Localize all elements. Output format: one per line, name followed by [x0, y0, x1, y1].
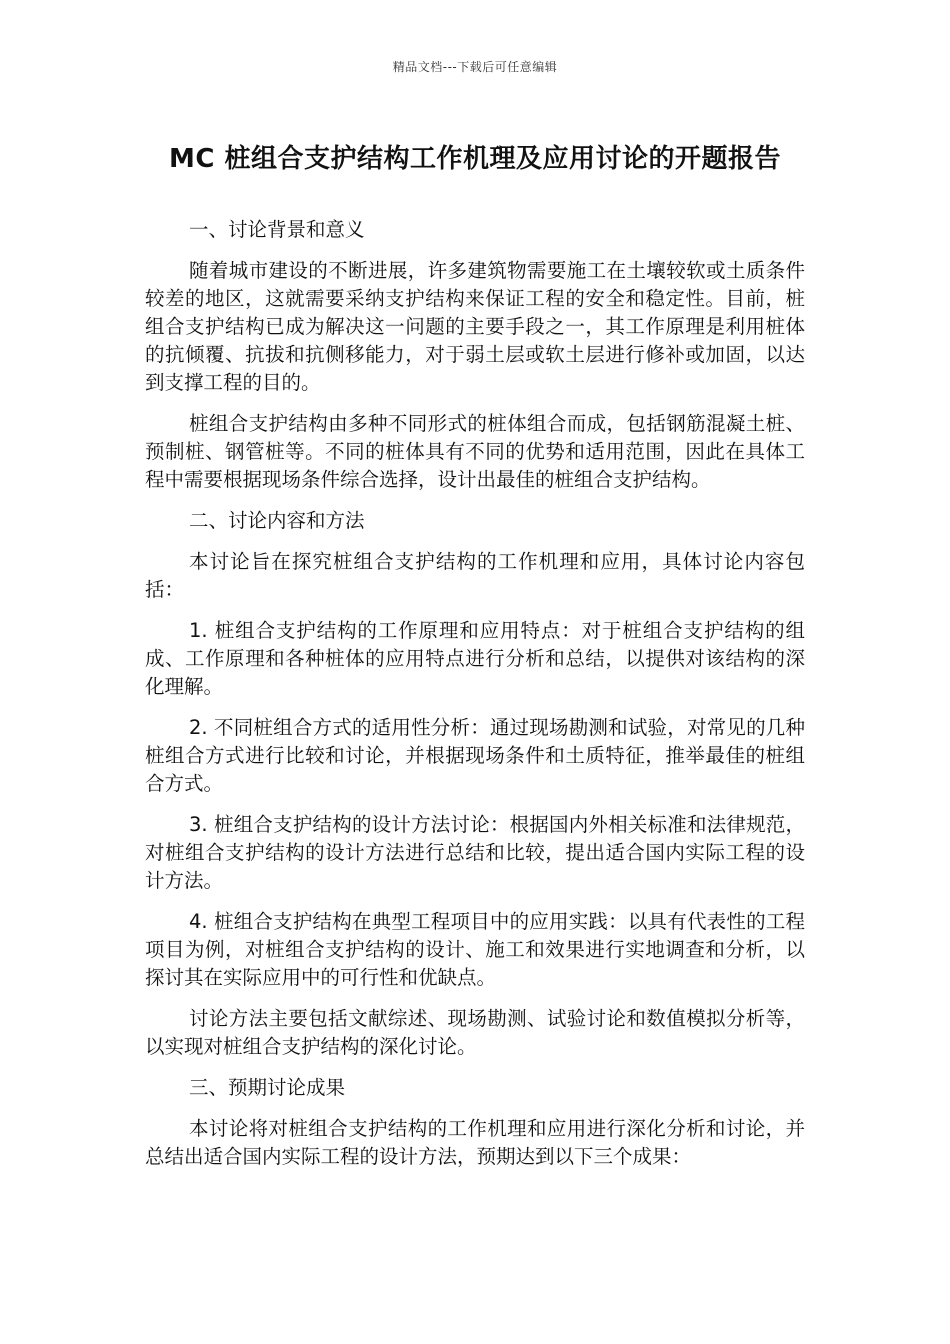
list-item-1: 1. 桩组合支护结构的工作原理和应用特点：对于桩组合支护结构的组成、工作原理和各种桩体的应用特点进行分析和总结，以提供对该结构的深化理解。	[145, 619, 805, 698]
list-item-4: 4. 桩组合支护结构在典型工程项目中的应用实践：以具有代表性的工程项目为例，对桩组合支护结构的设计、施工和效果进行实地调查和分析，以探讨其在实际应用中的可行性和优缺点。	[145, 910, 805, 989]
paragraph-methods: 讨论方法主要包括文献综述、现场勘测、试验讨论和数值模拟分析等，以实现对桩组合支护结构的深化讨论。	[145, 1007, 805, 1058]
header-note: 精品文档---下载后可任意编辑	[392, 60, 558, 74]
section-heading-background: 一、讨论背景和意义	[189, 218, 365, 241]
list-item-3: 3. 桩组合支护结构的设计方法讨论：根据国内外相关标准和法律规范，对桩组合支护结构的设计方法进行总结和比较，提出适合国内实际工程的设计方法。	[145, 813, 805, 892]
document-body	[145, 216, 805, 1184]
paragraph-background-1: 随着城市建设的不断进展，许多建筑物需要施工在土壤较软或土质条件较差的地区，这就需要采纳支护结构来保证工程的安全和稳定性。目前，桩组合支护结构已成为解决这一问题的主要手段之一，其工作原理是利用桩体的抗倾覆、抗拔和抗侧移能力，对于弱土层或软土层进行修补或加固，以达到支撑工程的目的。	[145, 259, 805, 394]
paragraph-background-2: 桩组合支护结构由多种不同形式的桩体组合而成，包括钢筋混凝土桩、预制桩、钢管桩等。不同的桩体具有不同的优势和适用范围，因此在具体工程中需要根据现场条件综合选择，设计出最佳的桩组合支护结构。	[145, 412, 805, 491]
paragraph-content-intro: 本讨论旨在探究桩组合支护结构的工作机理和应用，具体讨论内容包括：	[145, 550, 805, 601]
section-heading-content-methods: 二、讨论内容和方法	[189, 509, 365, 532]
paragraph-expected-results: 本讨论将对桩组合支护结构的工作机理和应用进行深化分析和讨论，并总结出适合国内实际工程的设计方法，预期达到以下三个成果：	[145, 1117, 805, 1168]
list-item-2: 2. 不同桩组合方式的适用性分析：通过现场勘测和试验，对常见的几种桩组合方式进行比较和讨论，并根据现场条件和土质特征，推举最佳的桩组合方式。	[145, 716, 805, 795]
document-title: MC 桩组合支护结构工作机理及应用讨论的开题报告	[168, 144, 781, 174]
section-heading-expected-results: 三、预期讨论成果	[189, 1076, 346, 1099]
